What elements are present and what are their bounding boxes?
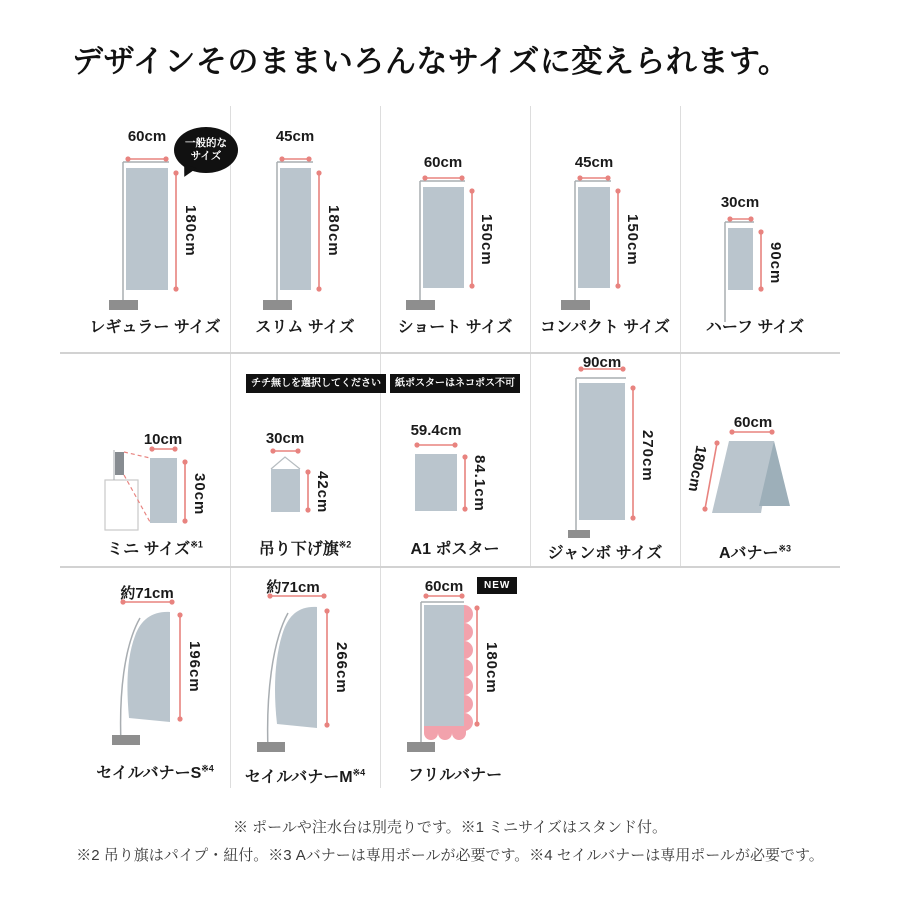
size-item-frill bbox=[380, 566, 530, 800]
size-item-short bbox=[380, 100, 530, 352]
height-label: 266cm bbox=[333, 642, 350, 694]
width-label: 30cm bbox=[265, 430, 305, 447]
size-item-sail-m bbox=[230, 566, 380, 800]
width-label: 60cm bbox=[423, 154, 463, 171]
poster-illustration bbox=[380, 352, 530, 566]
width-label: 45cm bbox=[275, 128, 315, 145]
size-name: ミニ サイズ$^{※1}$ bbox=[107, 539, 203, 558]
size-item-a1-poster bbox=[380, 352, 530, 566]
size-name: 吊り下げ旗$^{※2}$ bbox=[258, 539, 352, 558]
footnote-line: ※2 吊り旗はパイプ・紐付。※3 Aバナーは専用ポールが必要です。※4 セイルバナーは専用ポールが必要です。 bbox=[76, 846, 824, 864]
banner-illustration bbox=[80, 352, 230, 566]
width-label: 10cm bbox=[143, 431, 183, 448]
size-item-slim bbox=[230, 100, 380, 352]
size-item-compact bbox=[530, 100, 680, 352]
width-label: 60cm bbox=[127, 128, 167, 145]
size-item-half bbox=[680, 100, 830, 352]
width-label: 60cm bbox=[424, 578, 464, 595]
size-name: ジャンボ サイズ bbox=[547, 545, 663, 562]
height-label: 180cm bbox=[325, 205, 342, 257]
size-name: スリム サイズ bbox=[255, 319, 355, 336]
height-label: 150cm bbox=[624, 214, 641, 266]
height-label: 180cm bbox=[182, 205, 199, 257]
height-label: 42cm bbox=[314, 471, 331, 514]
width-label: 59.4cm bbox=[410, 422, 462, 439]
size-name: フリルバナー bbox=[407, 767, 503, 784]
width-label: 約71cm bbox=[266, 579, 320, 596]
notice-badge: チチ無しを選択してください bbox=[246, 374, 386, 393]
size-item-jumbo bbox=[530, 352, 680, 566]
banner-illustration bbox=[530, 352, 680, 566]
size-item-hanging-flag bbox=[230, 352, 380, 566]
height-label: 30cm bbox=[191, 473, 208, 516]
height-label: 180cm bbox=[684, 444, 710, 493]
size-name: レギュラー サイズ bbox=[89, 319, 221, 336]
width-label: 60cm bbox=[733, 414, 773, 431]
height-label: 196cm bbox=[186, 641, 203, 693]
size-name: Aバナー$^{※3}$ bbox=[718, 543, 792, 562]
height-label: 270cm bbox=[639, 430, 656, 482]
size-item-sail-s bbox=[80, 566, 230, 800]
width-label: 約71cm bbox=[120, 585, 174, 602]
common-size-badge: 一般的な サイズ bbox=[174, 127, 238, 173]
size-name: ハーフ サイズ bbox=[705, 319, 805, 336]
width-label: 45cm bbox=[574, 154, 614, 171]
height-label: 150cm bbox=[478, 214, 495, 266]
banner-illustration bbox=[230, 352, 380, 566]
new-badge: NEW bbox=[477, 577, 517, 594]
width-label: 30cm bbox=[720, 194, 760, 211]
footnote-line: ※ ポールや注水台は別売りです。※1 ミニサイズはスタンド付。 bbox=[233, 819, 667, 836]
height-label: 84.1cm bbox=[471, 455, 488, 512]
height-label: 90cm bbox=[767, 242, 784, 285]
size-name: セイルバナー$S^{※4}$ bbox=[96, 763, 214, 782]
width-label: 90cm bbox=[582, 354, 622, 371]
notice-badge: 紙ポスターはネコポス不可 bbox=[390, 374, 520, 393]
footnotes bbox=[0, 814, 900, 870]
height-label: 180cm bbox=[483, 642, 500, 694]
size-name: セイルバナー$M^{※4}$ bbox=[244, 767, 366, 786]
size-name: A1 ポスター bbox=[410, 541, 500, 558]
page-title: デザインそのままいろんなサイズに変えられます。 bbox=[72, 44, 790, 79]
size-item-a-banner bbox=[680, 352, 830, 566]
size-item-mini bbox=[80, 352, 230, 566]
size-item-regular bbox=[80, 100, 230, 352]
size-name: ショート サイズ bbox=[397, 319, 513, 336]
size-name: コンパクト サイズ bbox=[539, 319, 671, 336]
